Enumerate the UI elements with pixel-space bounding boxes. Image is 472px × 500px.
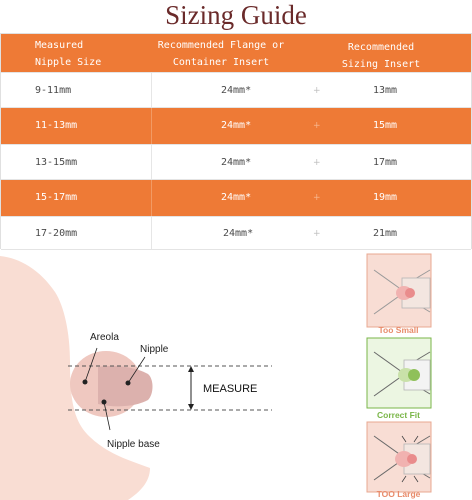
too-small-illustration [367, 254, 431, 327]
areola-label: Areola [90, 332, 119, 343]
too-small-label: Too Small [378, 325, 419, 335]
sizing-table [0, 33, 472, 249]
header-flange-line1: Recommended Flange or [157, 40, 285, 51]
flange-cell: 24mm* [221, 157, 252, 168]
header-insert-line1: Recommended [347, 42, 415, 53]
insert-cell: 15mm [373, 120, 398, 131]
correct-fit-illustration [367, 338, 431, 408]
header-measured-line2: Nipple Size [35, 57, 102, 68]
table-row [1, 72, 471, 108]
insert-cell: 19mm [373, 192, 398, 203]
nipple-label: Nipple [140, 344, 169, 355]
flange-cell: 24mm* [221, 120, 252, 131]
table-row [1, 108, 471, 144]
too-large-label: TOO Large [376, 489, 421, 499]
measure-label: MEASURE [203, 383, 258, 395]
insert-cell: 21mm [373, 228, 398, 239]
flange-cell: 24mm* [221, 85, 252, 96]
insert-cell: 17mm [373, 157, 398, 168]
table-row [1, 144, 471, 180]
nipple-base-label: Nipple base [107, 439, 160, 450]
table-header-row [1, 34, 471, 72]
header-insert [331, 39, 431, 73]
flange-cell: 24mm* [223, 228, 254, 239]
too-large-illustration [367, 422, 431, 492]
nipple-measurement-diagram [0, 252, 472, 500]
page-title: Sizing Guide [165, 0, 307, 30]
nipple-size-cell: 15-17mm [35, 192, 78, 203]
table-row [1, 180, 471, 216]
plus-icon: + [313, 86, 321, 96]
insert-cell: 13mm [373, 85, 398, 96]
nipple-size-cell: 9-11mm [35, 85, 72, 96]
header-measured-line1: Measured [35, 40, 84, 51]
measure-arrow-head-up [188, 366, 194, 372]
nipple-size-cell: 13-15mm [35, 157, 78, 168]
header-flange [151, 37, 291, 71]
breast-illustration [0, 252, 472, 500]
correct-fit-label: Correct Fit [377, 410, 420, 420]
plus-icon: + [313, 229, 321, 239]
measure-arrow-head-down [188, 404, 194, 410]
header-flange-line2: Container Insert [172, 57, 270, 68]
nipple-size-cell: 11-13mm [35, 120, 78, 131]
plus-icon: + [313, 158, 321, 168]
table-row [1, 216, 471, 250]
flange-cell: 24mm* [221, 192, 252, 203]
header-insert-line2: Sizing Insert [341, 59, 421, 70]
header-measured [35, 37, 101, 71]
plus-icon: + [313, 193, 321, 203]
nipple-size-cell: 17-20mm [35, 228, 78, 239]
plus-icon: + [313, 121, 321, 131]
nipple-shape [98, 366, 153, 406]
